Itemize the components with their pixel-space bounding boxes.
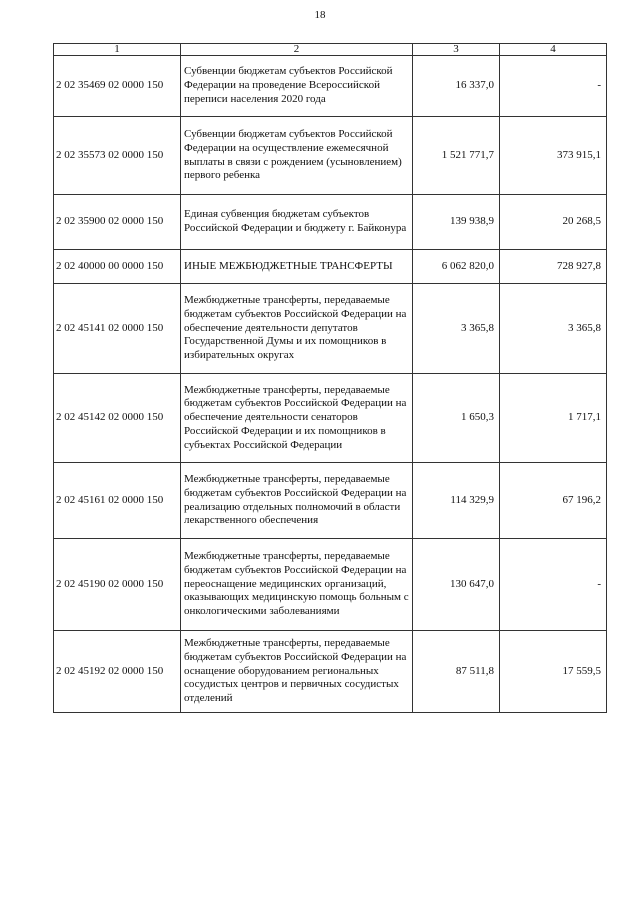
item-name: Межбюджетные трансферты, передаваемые бюджетам субъектов Российской Федерации на оснащение оборудованием региональных сосудистых центров и первичных сосудистых отделений bbox=[181, 631, 413, 713]
table-header-row bbox=[54, 44, 607, 56]
item-name: Межбюджетные трансферты, передаваемые бюджетам субъектов Российской Федерации на обеспечение деятельности депутатов Государственной Думы и их помощников в избирательных округах bbox=[181, 284, 413, 374]
item-name: Межбюджетные трансферты, передаваемые бюджетам субъектов Российской Федерации на реализацию отдельных полномочий в области лекарственного обеспечения bbox=[181, 463, 413, 539]
item-name: Межбюджетные трансферты, передаваемые бюджетам субъектов Российской Федерации на обеспечение деятельности сенаторов Российской Федерации и их помощников в субъектах Российской Федерации bbox=[181, 374, 413, 463]
amount-col3: 3 365,8 bbox=[413, 284, 500, 374]
table-row bbox=[54, 631, 607, 713]
amount-col3: 130 647,0 bbox=[413, 539, 500, 631]
amount-col3: 6 062 820,0 bbox=[413, 250, 500, 284]
amount-col4: 373 915,1 bbox=[500, 117, 607, 195]
item-name: Субвенции бюджетам субъектов Российской Федерации на осуществление ежемесячной выплаты в связи с рождением (усыновлением) первого ребенка bbox=[181, 117, 413, 195]
amount-col4: 17 559,5 bbox=[500, 631, 607, 713]
amount-col3: 87 511,8 bbox=[413, 631, 500, 713]
budget-code: 2 02 45192 02 0000 150 bbox=[54, 631, 181, 713]
table-row bbox=[54, 463, 607, 539]
amount-col4: 20 268,5 bbox=[500, 195, 607, 250]
table-row bbox=[54, 195, 607, 250]
header-cell-2: 2 bbox=[181, 44, 413, 56]
amount-col3: 1 650,3 bbox=[413, 374, 500, 463]
table-row bbox=[54, 374, 607, 463]
budget-code: 2 02 35900 02 0000 150 bbox=[54, 195, 181, 250]
amount-col3: 114 329,9 bbox=[413, 463, 500, 539]
table-row bbox=[54, 250, 607, 284]
table-row bbox=[54, 117, 607, 195]
table-row bbox=[54, 56, 607, 117]
budget-code: 2 02 35469 02 0000 150 bbox=[54, 56, 181, 117]
amount-col4: - bbox=[500, 539, 607, 631]
budget-code: 2 02 40000 00 0000 150 bbox=[54, 250, 181, 284]
item-name: ИНЫЕ МЕЖБЮДЖЕТНЫЕ ТРАНСФЕРТЫ bbox=[181, 250, 413, 284]
item-name: Межбюджетные трансферты, передаваемые бюджетам субъектов Российской Федерации на переоснащение медицинских организаций, оказывающих медицинскую помощь больным с онкологическими заболеваниями bbox=[181, 539, 413, 631]
budget-code: 2 02 45142 02 0000 150 bbox=[54, 374, 181, 463]
budget-code: 2 02 45141 02 0000 150 bbox=[54, 284, 181, 374]
budget-code: 2 02 45190 02 0000 150 bbox=[54, 539, 181, 631]
amount-col4: - bbox=[500, 56, 607, 117]
amount-col3: 139 938,9 bbox=[413, 195, 500, 250]
amount-col3: 1 521 771,7 bbox=[413, 117, 500, 195]
header-cell-3: 3 bbox=[413, 44, 500, 56]
item-name: Единая субвенция бюджетам субъектов Российской Федерации и бюджету г. Байконура bbox=[181, 195, 413, 250]
amount-col4: 1 717,1 bbox=[500, 374, 607, 463]
item-name: Субвенции бюджетам субъектов Российской Федерации на проведение Всероссийской переписи населения 2020 года bbox=[181, 56, 413, 117]
table-row bbox=[54, 284, 607, 374]
header-cell-1: 1 bbox=[54, 44, 181, 56]
amount-col4: 3 365,8 bbox=[500, 284, 607, 374]
budget-table bbox=[53, 43, 607, 713]
amount-col4: 728 927,8 bbox=[500, 250, 607, 284]
header-cell-4: 4 bbox=[500, 44, 607, 56]
budget-code: 2 02 45161 02 0000 150 bbox=[54, 463, 181, 539]
table-row bbox=[54, 539, 607, 631]
amount-col3: 16 337,0 bbox=[413, 56, 500, 117]
budget-code: 2 02 35573 02 0000 150 bbox=[54, 117, 181, 195]
page-number: 18 bbox=[314, 9, 326, 21]
amount-col4: 67 196,2 bbox=[500, 463, 607, 539]
